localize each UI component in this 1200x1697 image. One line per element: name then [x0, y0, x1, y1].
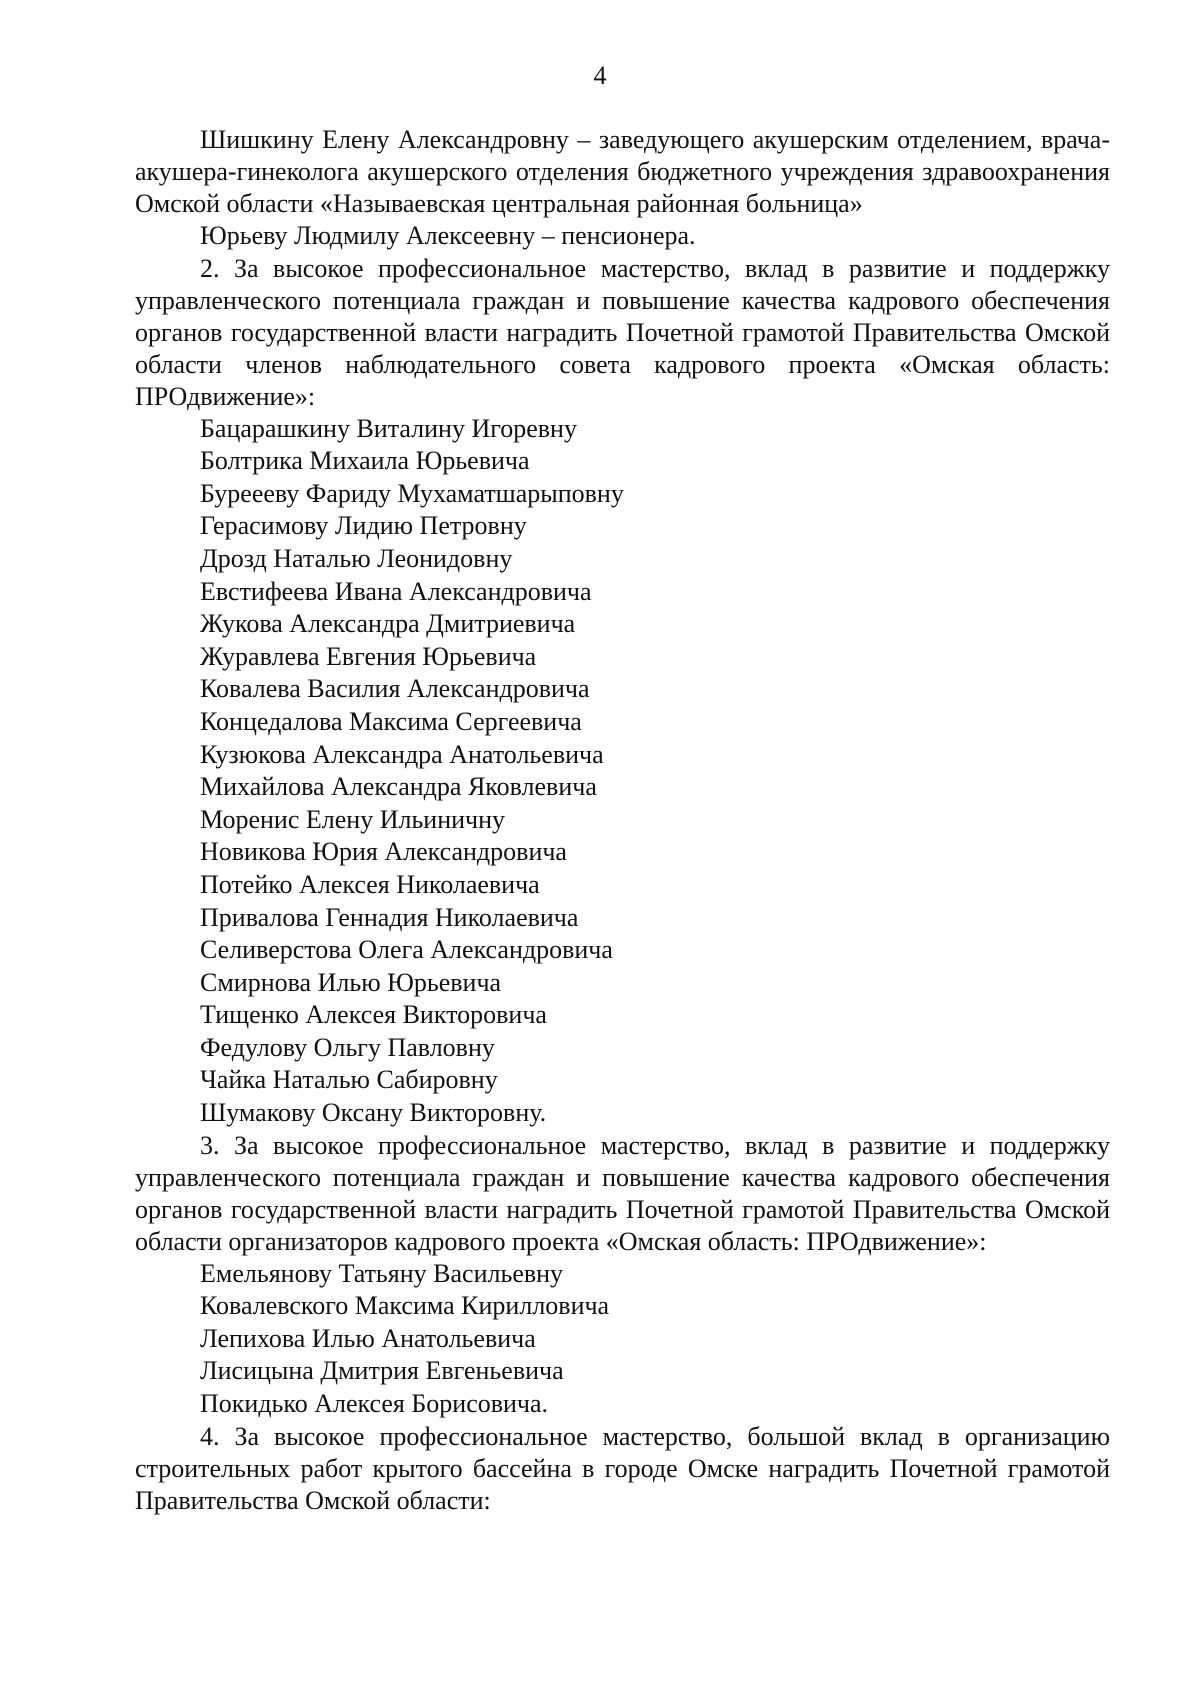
- list-item: Смирнова Илью Юрьевича: [200, 967, 502, 997]
- intro-paragraph: Шишкину Елену Александровну – заведующего акушерским отделением, врача-акушера-гинеколога акушерского отделения бюджетного учреждения здравоохранения Омской области «Называевская центральная районная больница»: [135, 125, 1110, 218]
- list-item: Дрозд Наталью Леонидовну: [200, 543, 513, 573]
- list-item: Бацарашкину Виталину Игоревну: [200, 413, 577, 443]
- list-item: Концедалова Максима Сергеевича: [200, 706, 582, 736]
- list-item: Жукова Александра Дмитриевича: [200, 609, 576, 639]
- section-3-paragraph: 3. За высокое профессиональное мастерство, вклад в развитие и поддержку управленческого потенциала граждан и повышение качества кадрового обеспечения органов государственной власти наградить Почетной грамотой Правительства Омской области организаторов кадрового проекта «Омская область: ПРОдвижение»:: [135, 1130, 1110, 1256]
- list-item: Потейко Алексея Николаевича: [200, 869, 540, 899]
- list-item: Покидько Алексея Борисовича.: [200, 1389, 549, 1419]
- list-item: Кузюкова Александра Анатольевича: [200, 739, 604, 769]
- document-body: [135, 124, 1110, 1517]
- list-item: Журавлева Евгения Юрьевича: [200, 641, 537, 671]
- section-2-paragraph: 2. За высокое профессиональное мастерство, вклад в развитие и поддержку управленческого потенциала граждан и повышение качества кадрового обеспечения органов государственной власти наградить Почетной грамотой Правительства Омской области членов наблюдательного совета кадрового проекта «Омская область: ПРОдвижение»:: [135, 253, 1110, 411]
- list-item: Федулову Ольгу Павловну: [200, 1032, 495, 1062]
- section-2-award-list: [135, 413, 1110, 1130]
- section-3-award-list: [135, 1258, 1110, 1421]
- list-item: Ковалевского Максима Кирилловича: [200, 1291, 610, 1321]
- list-item: Буреееву Фариду Мухаматшарыповну: [200, 478, 624, 508]
- list-item: Михайлова Александра Яковлевича: [200, 772, 597, 802]
- list-item: Болтрика Михаила Юрьевича: [200, 446, 530, 476]
- list-item: Евстифеева Ивана Александровича: [200, 576, 592, 606]
- list-item: Лисицына Дмитрия Евгеньевича: [200, 1356, 564, 1386]
- list-item: Моренис Елену Ильиничну: [200, 804, 506, 834]
- list-item: Новикова Юрия Александровича: [200, 837, 567, 867]
- list-item: Емельянову Татьяну Васильевну: [200, 1258, 564, 1288]
- list-item: Герасимову Лидию Петровну: [200, 511, 527, 541]
- page-number: 4: [593, 61, 607, 90]
- list-item: Лепихова Илью Анатольевича: [200, 1323, 536, 1353]
- list-item: Тищенко Алексея Викторовича: [200, 1000, 547, 1030]
- list-item: Привалова Геннадия Николаевича: [200, 902, 579, 932]
- list-item: Чайка Наталью Сабировну: [200, 1065, 498, 1095]
- intro-line: Юрьеву Людмилу Алексеевну – пенсионера.: [200, 221, 696, 250]
- list-item: Селиверстова Олега Александровича: [200, 935, 613, 965]
- section-4-paragraph: 4. За высокое профессиональное мастерство, большой вклад в организацию строительных работ крытого бассейна в городе Омске наградить Почетной грамотой Правительства Омской области:: [135, 1421, 1110, 1515]
- list-item: Ковалева Василия Александровича: [200, 674, 590, 704]
- list-item: Шумакову Оксану Викторовну.: [200, 1098, 547, 1128]
